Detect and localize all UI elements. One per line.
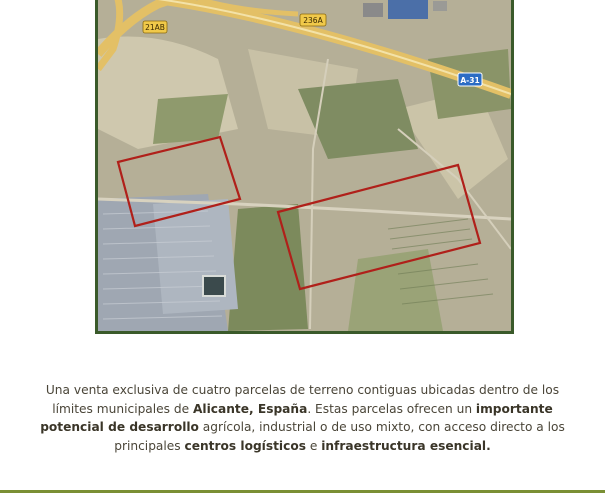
motorway-shield-a31	[458, 73, 482, 86]
industrial-building	[363, 3, 383, 17]
road-shield-236a	[300, 14, 326, 26]
infrastructure-highlight: infraestructura esencial.	[321, 438, 491, 453]
potential-highlight: importante potencial de desarrollo	[40, 401, 553, 434]
orchard-patch	[153, 94, 228, 144]
description-text: Una venta exclusiva de cuatro parcelas de terreno contiguas ubicadas dentro de los límites municipales de	[45, 383, 560, 416]
logistics-highlight: centros logísticos	[184, 438, 306, 453]
satellite-image	[98, 0, 511, 331]
description-text: e	[305, 438, 322, 453]
tree-grove	[228, 204, 308, 331]
svg-text:A-31: A-31	[460, 76, 480, 85]
water-reservoir	[203, 276, 225, 296]
building	[433, 1, 447, 11]
industrial-building	[388, 0, 428, 19]
location-highlight: Alicante, España	[193, 401, 308, 416]
property-description	[40, 381, 565, 455]
description-text: agrícola, industrial o de uso mixto, con acceso directo a los principales	[114, 420, 565, 453]
road-shield-21ab	[143, 21, 167, 33]
orchard-patch	[348, 249, 443, 331]
description-text: . Estas parcelas ofrecen un	[307, 401, 476, 416]
svg-text:21AB: 21AB	[145, 23, 165, 32]
aerial-map	[95, 0, 514, 334]
svg-text:236A: 236A	[303, 16, 323, 25]
